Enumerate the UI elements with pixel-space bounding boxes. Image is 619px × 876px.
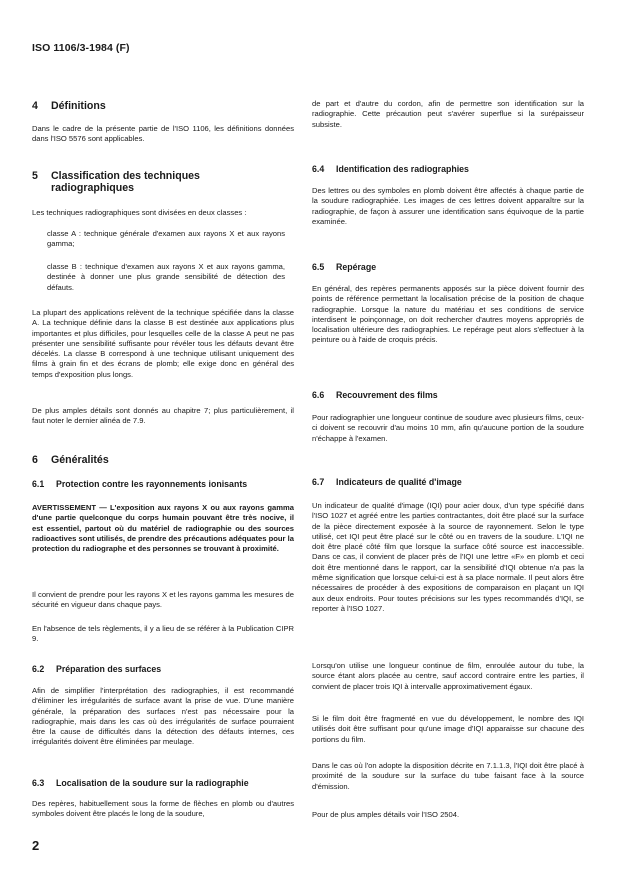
paragraph: Pour radiographier une longueur continue de soudure avec plusieurs films, ceux-ci doivent se recouvrir d'au moins 10 mm, afin qu'aucune portion de la soudure n'échappe à l'examen. [312, 413, 584, 443]
class-a-item: classe A : technique générale d'examen aux rayons X et aux rayons gamma; [47, 229, 285, 249]
section-number: 6 [32, 454, 38, 466]
section-title: Recouvrement des films [336, 390, 438, 400]
paragraph: Dans le cadre de la présente partie de l'ISO 1106, les définitions données dans l'ISO 5576 sont applicables. [32, 124, 294, 144]
section-title: Indicateurs de qualité d'image [336, 477, 462, 487]
paragraph: Afin de simplifier l'interprétation des radiographies, il est recommandé d'éliminer les irrégularités de surface avant la prise de vue. D'une manière générale, la préparation des surfaces n'est pas nécessaire pour la radiographie, mais dans les cas où des irrégularités de surface pourraient être la cause de difficultés dans la détection des défauts internes, ces irrégularités doivent être éliminées par meulage. [32, 686, 294, 747]
section-title: Préparation des surfaces [56, 664, 162, 674]
paragraph: de part et d'autre du cordon, afin de permettre son identification sur la radiographie. Cette précaution peut s'avérer superflue si la surépaisseur subsiste. [312, 99, 584, 129]
paragraph: De plus amples détails sont donnés au chapitre 7; plus particulièrement, il faut noter le dernier alinéa de 7.9. [32, 406, 294, 426]
running-header: ISO 1106/3-1984 (F) [32, 42, 130, 54]
paragraph: Si le film doit être fragmenté en vue du développement, le nombre des IQI utilisés doit être suffisant pour qu'une image d'IQI apparaisse sur chacune des portions du film. [312, 714, 584, 744]
section-title: Identification des radiographies [336, 164, 469, 174]
section-number: 6.3 [32, 778, 45, 788]
paragraph: Il convient de prendre pour les rayons X et les rayons gamma les mesures de sécurité en vigueur dans chaque pays. [32, 590, 294, 610]
section-number: 6.1 [32, 479, 45, 489]
paragraph: En général, des repères permanents apposés sur la pièce doivent fournir des points de référence permettant la localisation précise de la position de chaque radiographie. Lorsque la nature du matériau et ses conditions de service interdisent le poinçonnage, on doit rechercher d'autres moyens appropriés de localisation ultérieure des radiographies. Le repérage peut alors s'effectuer à la peinture ou à l'aide de croquis précis. [312, 284, 584, 345]
section-title: Classification des techniques radiographiques [51, 170, 200, 194]
section-title: Généralités [51, 454, 109, 466]
section-number: 5 [32, 170, 38, 182]
page-number: 2 [32, 838, 40, 853]
paragraph: En l'absence de tels règlements, il y a lieu de se référer à la Publication CIPR 9. [32, 624, 294, 644]
section-title: Repérage [336, 262, 377, 272]
class-b-item: classe B : technique d'examen aux rayons X et aux rayons gamma, destinée à donner une plus grande sensibilité de détection des défauts. [47, 262, 285, 292]
paragraph: Des repères, habituellement sous la forme de flèches en plomb ou d'autres symboles doivent être placés le long de la soudure, [32, 799, 294, 819]
paragraph: Dans le cas où l'on adopte la disposition décrite en 7.1.1.3, l'IQI doit être placé à proximité de la soudure sur la surface du tube faisant face à la source d'émission. [312, 761, 584, 791]
paragraph: Lorsqu'on utilise une longueur continue de film, enroulée autour du tube, la source étant alors placée au centre, sauf accord contraire entre les parties, il convient de placer trois IQI à intervalle approximativement égaux. [312, 661, 584, 691]
paragraph: Pour de plus amples détails voir l'ISO 2504. [312, 810, 460, 819]
section-title: Protection contre les rayonnements ionisants [56, 479, 248, 489]
section-number: 6.7 [312, 477, 325, 487]
section-number: 6.2 [32, 664, 45, 674]
paragraph: Un indicateur de qualité d'image (IQI) pour acier doux, d'un type spécifié dans l'ISO 1027 et agréé entre les parties contractantes, doit être placé sur la surface de la pièce directement exposée à la source de rayonnement. Selon le type utilisé, cet IQI peut être placé sur le côté ou en travers de la soudure. L'IQI ne doit être placé côté film que lorsque la surface côté source est inaccessible. Dans ce cas, il convient de placer près de l'IQI une lettre «F» en plomb et ceci doit être mentionné dans le rapport, car la sensibilité d'IQI obtenue n'a pas la même signification que lorsque celui-ci est à sa place normale. Il peut alors être nécessaires de procéder à des expositions de comparaison en plaçant un IQI aux deux endroits. Pour toutes précisions sur les types recommandés d'IQI, se reporter à l'ISO 1027. [312, 501, 584, 613]
paragraph: La plupart des applications relèvent de la technique spécifiée dans la classe A. La technique définie dans la classe B est destinée aux applications plus importantes et plus difficiles, pour lesquelles celle de la classe A peut ne pas présenter une sensibilité suffisante pour révéler tous les défauts devant être décelés. La classe B correspond à une technique utilisant uniquement des films à grain fin et des écrans de plomb; elle exige donc en général des temps d'exposition plus longs. [32, 308, 294, 379]
paragraph: Les techniques radiographiques sont divisées en deux classes : [32, 208, 247, 217]
paragraph: Des lettres ou des symboles en plomb doivent être affectés à chaque partie de la soudure radiographiée. Les images de ces lettres doivent apparaître sur la radiographie, de façon à assurer une identification sans équivoque de la partie examinée. [312, 186, 584, 226]
warning-paragraph: AVERTISSEMENT — L'exposition aux rayons X ou aux rayons gamma d'une partie quelconque du corps humain pouvant être très nocive, il est essentiel, partout où du matériel de radiographie ou des sources radioactives sont utilisés, de prendre des précautions adéquates pour la protection du radiographe et des personnes se trouvant à proximité. [32, 503, 294, 554]
section-title: Définitions [51, 100, 106, 112]
section-title: Localisation de la soudure sur la radiographie [56, 778, 249, 788]
section-number: 6.6 [312, 390, 325, 400]
section-number: 4 [32, 100, 38, 112]
section-number: 6.5 [312, 262, 325, 272]
section-number: 6.4 [312, 164, 325, 174]
